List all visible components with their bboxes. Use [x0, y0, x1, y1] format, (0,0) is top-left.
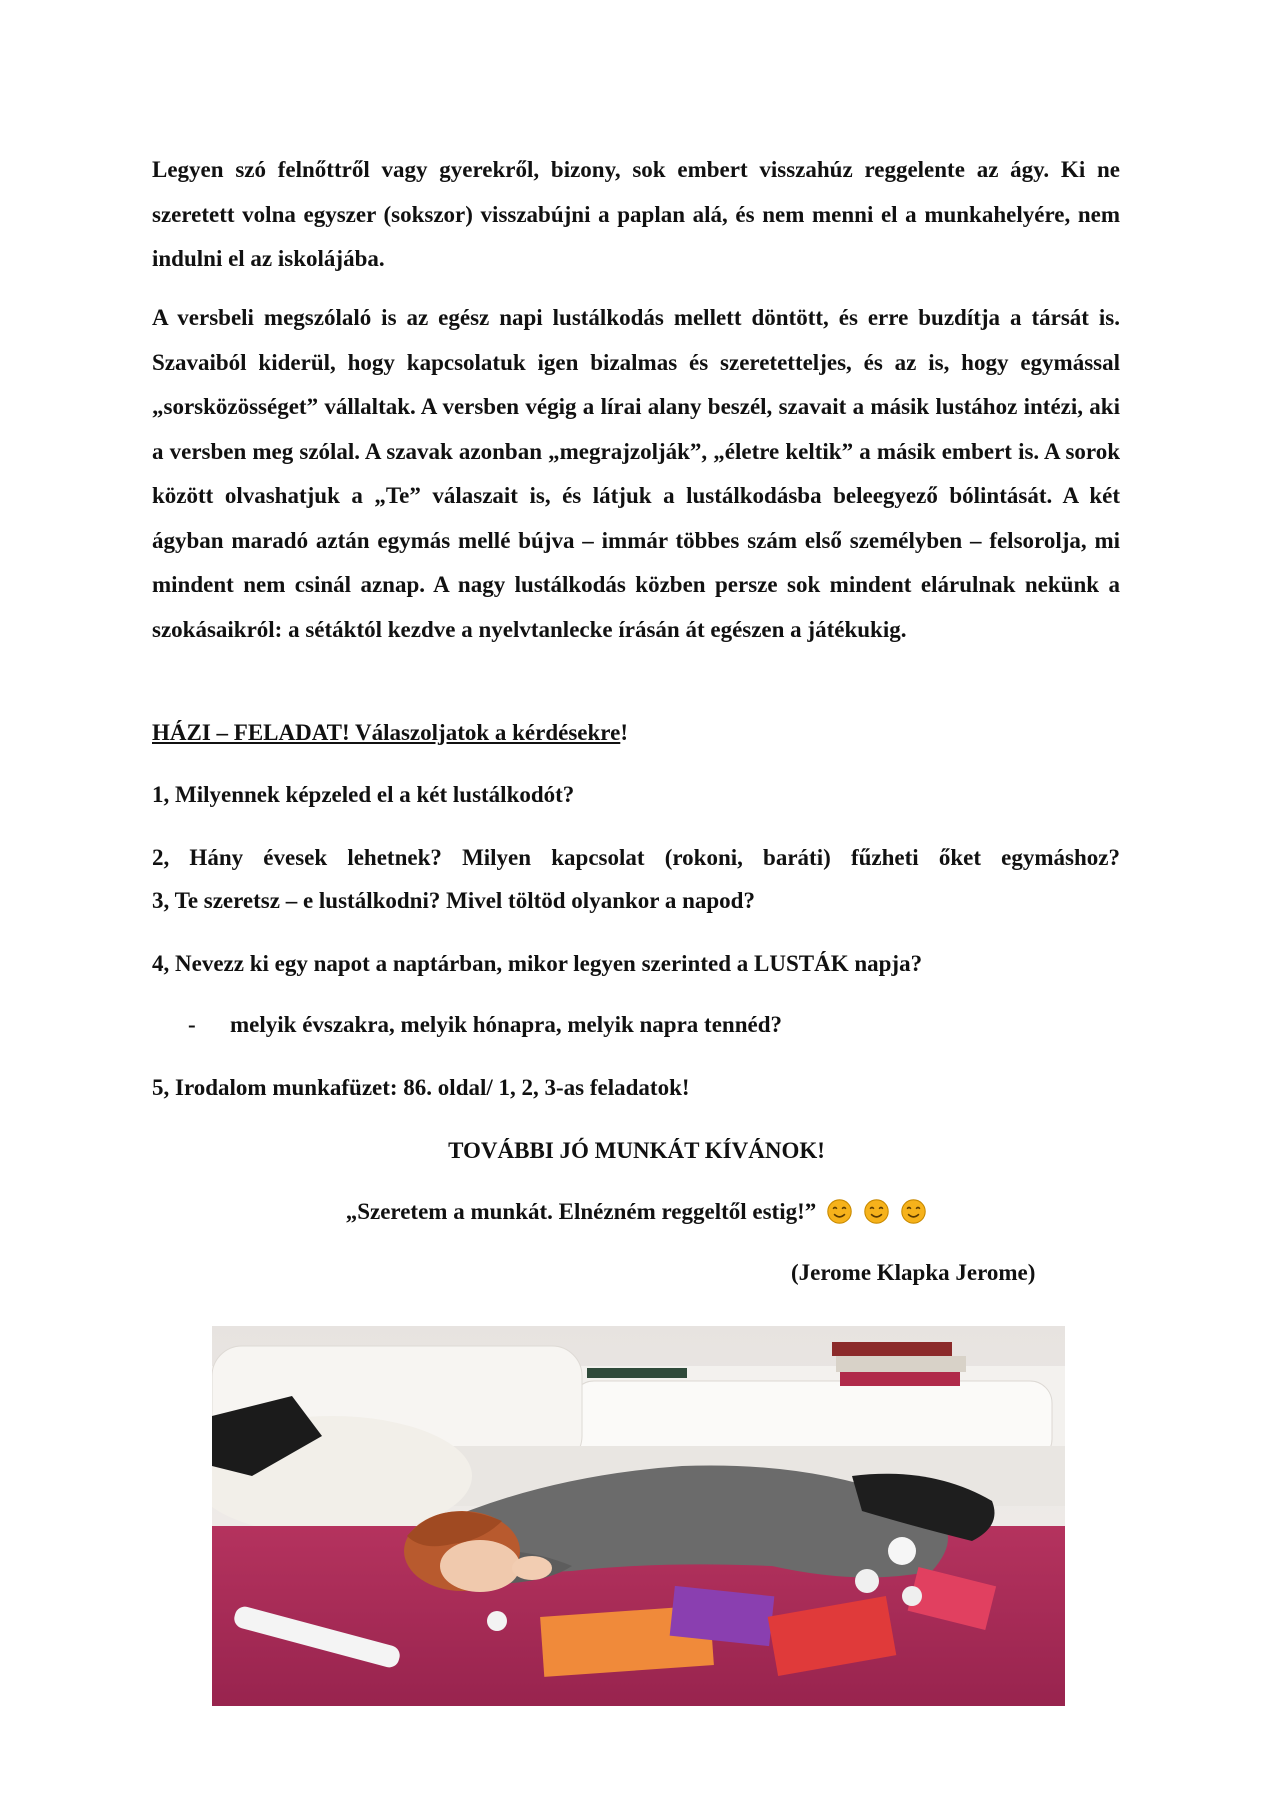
- question-5: 5, Irodalom munkafüzet: 86. oldal/ 1, 2, 3-as feladatok!: [152, 1075, 690, 1100]
- homework-heading-suffix: !: [620, 720, 628, 745]
- question-2: 2, Hány évesek lehetnek? Milyen kapcsolat (rokoni, baráti) fűzheti őket egymáshoz?: [152, 845, 1120, 870]
- bullet-item: [0, 1011, 1273, 1039]
- illustration-photo: [212, 1326, 1065, 1706]
- homework-heading-text: HÁZI – FELADAT! Válaszoljatok a kérdésekre: [152, 720, 621, 745]
- lazy-girl-illustration: [212, 1326, 1065, 1706]
- quote-text: „Szeretem a munkát. Elnézném reggeltől estig!”: [345, 1199, 817, 1224]
- quote-line: [0, 1198, 1273, 1226]
- closing-line: TOVÁBBI JÓ MUNKÁT KÍVÁNOK!: [448, 1138, 825, 1163]
- smiling-face-icon: [826, 1198, 853, 1225]
- quote-author: (Jerome Klapka Jerome): [791, 1260, 1036, 1285]
- smiling-face-icon: [900, 1198, 927, 1225]
- intro-paragraph: Legyen szó felnőttről vagy gyerekről, bizony, sok embert visszahúz reggelente az ágy. Ki ne szeretett volna egyszer (sokszor) visszabújni a paplan alá, és nem menni el a munkahelyére, nem indulni el az iskolájába.: [152, 157, 1120, 271]
- analysis-paragraph: A versbeli megszólaló is az egész napi lustálkodás mellett döntött, és erre buzdítja a társát is. Szavaiból kiderül, hogy kapcsolatuk igen bizalmas és szeretetteljes, és az is, hogy egymással „sorsközösséget” vállaltak. A versben végig a lírai alany beszél, szavait a másik lustához intézi, aki a versben meg szólal. A szavak azonban „megrajzolják”, „életre keltik” a másik embert is. A sorok között olvashatjuk a „Te” válaszait is, és látjuk a lustálkodásba beleegyező bólintását. A két ágyban maradó aztán egymás mellé bújva – immár többes szám első személyben – felsorolja, mi mindent nem csinál aznap. A nagy lustálkodás közben persze sok mindent elárulnak nekünk a szokásaikról: a sétáktól kezdve a nyelvtanlecke írásán át egészen a játékukig.: [152, 305, 1120, 642]
- bullet-text: melyik évszakra, melyik hónapra, melyik napra tennéd?: [230, 1012, 783, 1037]
- question-4: 4, Nevezz ki egy napot a naptárban, mikor legyen szerinted a LUSTÁK napja?: [152, 951, 923, 976]
- question-1: 1, Milyennek képzeled el a két lustálkodót?: [152, 782, 575, 807]
- smiling-face-icon: [863, 1198, 890, 1225]
- question-3: 3, Te szeretsz – e lustálkodni? Mivel töltöd olyankor a napod?: [152, 888, 755, 913]
- bullet-dash: -: [188, 1012, 196, 1037]
- homework-heading: [152, 719, 628, 747]
